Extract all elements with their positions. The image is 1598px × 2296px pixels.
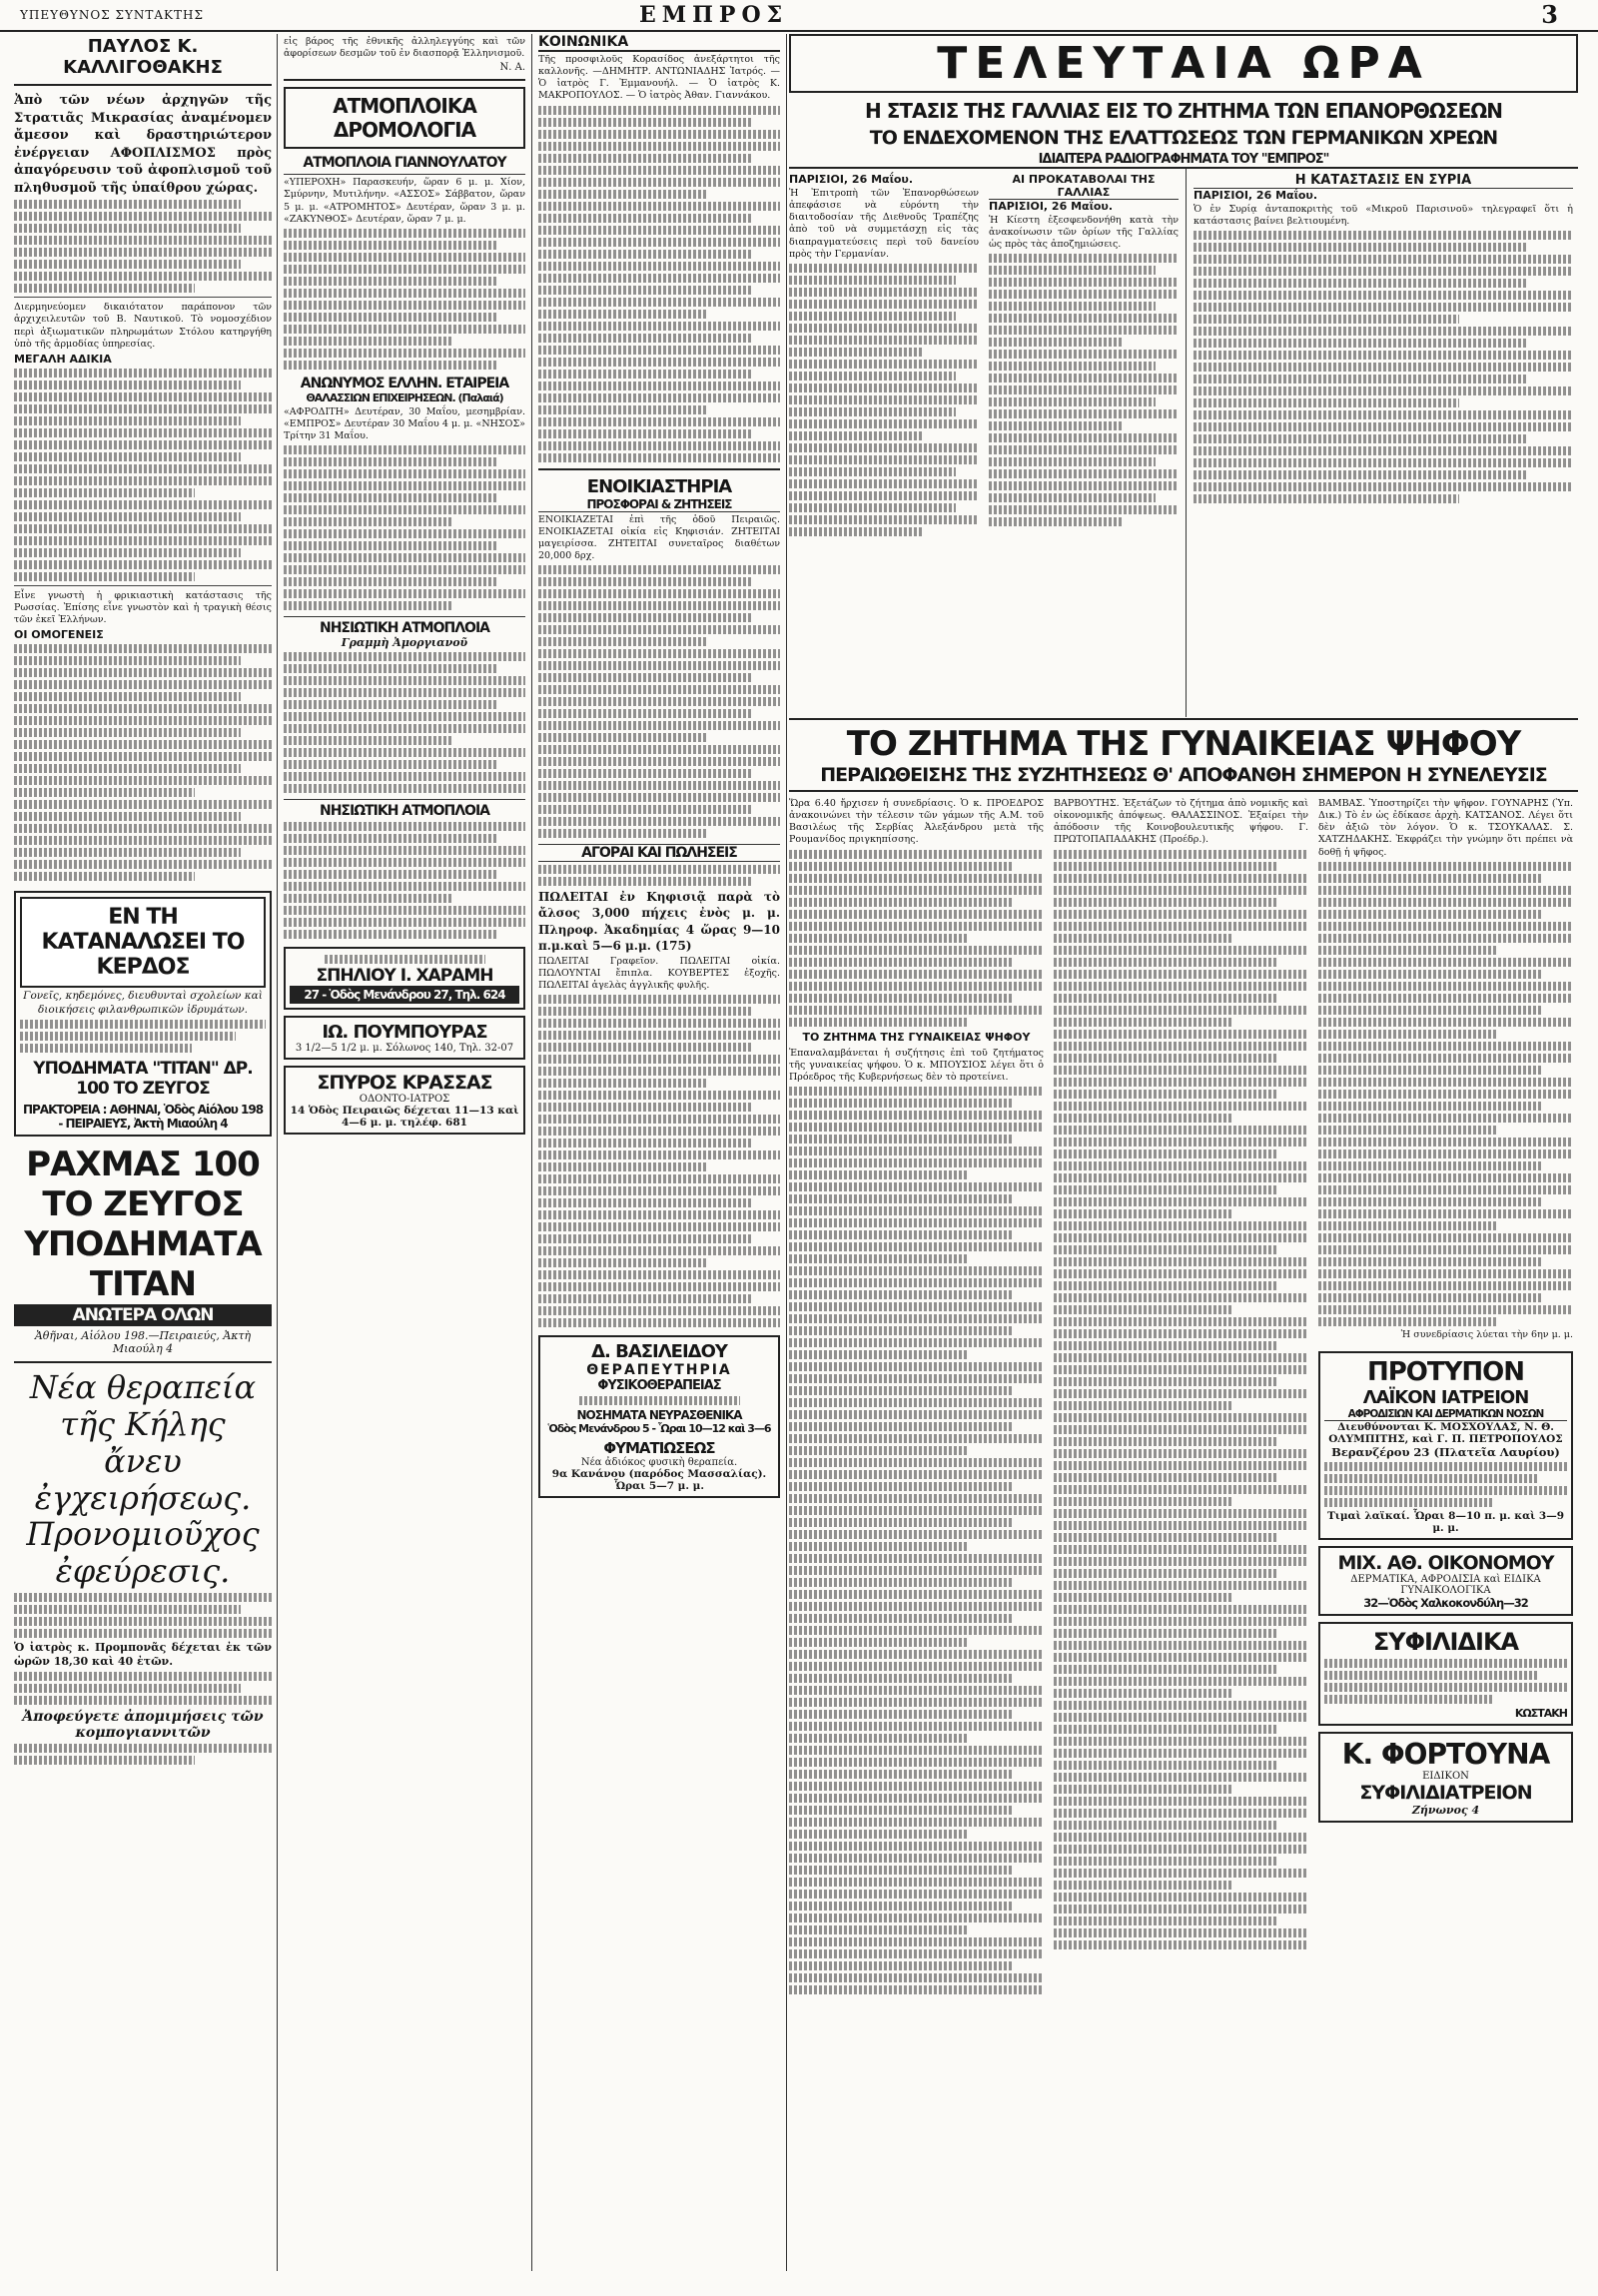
advert-agency: ΠΡΑΚΤΟΡΕΙΑ : ΑΘΗΝΑΙ, Ὁδὸς Αἰόλου 198 - ΠΕΙΡΑΙΕΥΣ, Ἀκτὴ Μιαούλη 4 <box>22 1103 264 1132</box>
shipping-company: ΑΤΜΟΠΛΟΙΑ ΓΙΑΝΝΟΥΛΑΤΟΥ <box>284 155 525 175</box>
shipping-company: ΑΝΩΝΥΜΟΣ ΕΛΛΗΝ. ΕΤΑΙΡΕΙΑ <box>300 375 509 391</box>
article-reparations <box>789 173 979 539</box>
advert-shoes: ΥΠΟΔΗΜΑΤΑ "TITAN" ΔΡ. 100 ΤΟ ΖΕΥΓΟΣ <box>33 1059 253 1100</box>
advert-doctors: Διευθύνονται Κ. ΜΟΣΧΟΥΛΑΣ, Ν. Θ. ΟΛΥΜΠΙΤΗΣ, καὶ Γ. Π. ΠΕΤΡΟΠΟΥΛΟΣ <box>1328 1420 1563 1445</box>
headline: ΙΔΙΑΙΤΕΡΑ ΡΑΔΙΟΓΡΑΦΗΜΑΤΑ ΤΟΥ "ΕΜΠΡΟΣ" <box>789 152 1578 169</box>
society-heading: ΚΟΙΝΩΝΙΚΑ <box>538 34 780 52</box>
classifieds-subheading: ΠΡΟΣΦΟΡΑΙ & ΖΗΤΗΣΕΙΣ <box>538 497 780 512</box>
advert-subtitle: ΟΔΟΝΤΟ-ΙΑΤΡΟΣ <box>359 1094 450 1106</box>
advert-subtitle: ΔΕΡΜΑΤΙΚΑ, ΑΦΡΟΔΙΣΙΑ καὶ ΕΙΔΙΚΑ ΓΥΝΑΙΚΟΛΟΓΙΚΑ <box>1350 1573 1541 1596</box>
doctor-advert <box>284 1016 525 1060</box>
article-dateline: ΠΑΡΙΣΙΟΙ, 26 Μαΐου. <box>989 200 1114 213</box>
subheadline-womens-vote: ΠΕΡΑΙΩΘΕΙΣΗΣ ΤΗΣ ΣΥΖΗΤΗΣΕΩΣ Θ' ΑΠΟΦΑΝΘΗ ΣΗΜΕΡΟΝ Η ΣΥΝΕΛΕΥΣΙΣ <box>789 764 1578 792</box>
editor-name: ΠΑΥΛΟΣ Κ. ΚΑΛΛΙΓΟΘΑΚΗΣ <box>63 36 223 78</box>
shipping-routes: «ΥΠΕΡΟΧΗ» Παρασκευήν, ὥραν 6 μ. μ. Χίον, Σμύρνην, Μυτιλήνην. «ΑΣΣΟΣ» Σάββατον, ὥραν 5 μ. μ. «ΑΤΡΟΜΗΤΟΣ» Δευτέραν, ὥραν 3 μ. μ. «ΖΑΚΥΝΘΟΣ» Δευτέραν, ὥραν 7 μ. μ. <box>284 177 525 225</box>
hernia-advert <box>14 1369 272 1765</box>
advert-subtitle: ΕΙΔΙΚΟΝ <box>1422 1770 1469 1782</box>
shipping-line: Γραμμὴ Ἀμοργιανοῦ <box>341 636 468 650</box>
advert-title: ΙΩ. ΠΟΥΜΠΟΥΡΑΣ <box>322 1022 487 1044</box>
advert-title: Δ. ΒΑΣΙΛΕΙΔΟΥ <box>591 1341 727 1363</box>
article-heading: ΟΙ ΟΜΟΓΕΝΕΙΣ <box>14 628 104 642</box>
article-heading: ΑΙ ΠΡΟΚΑΤΑΒΟΛΑΙ ΤΗΣ ΓΑΛΛΙΑΣ <box>989 173 1179 200</box>
advert-line: ΝΟΣΗΜΑΤΑ ΝΕΥΡΑΣΘΕΝΙΚΑ <box>576 1408 742 1423</box>
page-number: 3 <box>1541 0 1558 29</box>
advert-hours: 3 1/2—5 1/2 μ. μ. Σόλωνος 140, Τηλ. 32-07 <box>295 1043 514 1055</box>
titan-advert <box>14 891 272 1137</box>
titan-advert-2 <box>14 1145 272 1355</box>
optician-advert <box>284 947 525 1010</box>
parliament-column-2 <box>1054 796 1308 1952</box>
advert-subtitle: ΑΦΡΟΔΙΣΙΩΝ ΚΑΙ ΔΕΡΜΑΤΙΚΩΝ ΝΟΣΩΝ <box>1324 1408 1567 1421</box>
advert-line: ἄνευ ἐγχειρήσεως. <box>34 1441 252 1517</box>
society-text: Τῆς προσφιλοῦς Κορασίδος ἀνεξάρτητοι τῆς καλλονῆς. —ΔΗΜΗΤΡ. ΑΝΤΩΝΙΑΔΗΣ Ἰατρός. — Ὁ ἰατρὸς Γ. Ἐμμανουήλ. — Ὁ ἰατρὸς Κ. ΜΑΚΡΟΠΟΥΛΟΣ. — Ὁ ἰατρὸς Ἀθαν. Γιαννάκου. <box>538 54 780 102</box>
advert-signature: ΚΩΣΤΑΚΗ <box>1514 1706 1567 1720</box>
sales-text: ΠΩΛΕΙΤΑΙ ἐν Κηφισιᾷ παρὰ τὸ ἄλσος 3,000 πήχεις ἐνὸς μ. μ. Πληροφ. Ἀκαδημίας 4 ὥρας 9—10 π.μ.καὶ 5—6 μ.μ. (175) <box>538 890 780 953</box>
advert-subtitle: ΘΕΡΑΠΕΥΤΗΡΙΑ <box>586 1362 732 1379</box>
article-dateline: ΠΑΡΙΣΙΟΙ, 26 Μαΐου. <box>1194 189 1318 202</box>
shipping-heading: ΑΤΜΟΠΛΟΙΚΑ ΔΡΟΜΟΛΟΓΙΑ <box>284 87 525 149</box>
article-text: Διερμηνεύομεν δικαιότατον παράπονον τῶν ἀρχιχειλευτῶν τοῦ Β. Ναυτικοῦ. Τὸ νομοσχέδιον περὶ ἀξιωματικῶν πληρωμάτων Στόλου κατηργήθη ὑπὸ τῆς ἀρμοδίας ὑπηρεσίας. <box>14 302 272 350</box>
advert-title: Κ. ΦΟΡΤΟΥΝΑ <box>1341 1737 1550 1771</box>
shipping-company-sub: ΘΑΛΑΣΣΙΩΝ ΕΠΙΧΕΙΡΗΣΕΩΝ. (Παλαιά) <box>306 390 503 404</box>
advert-line: Νέα θεραπεία τῆς Κήλης <box>29 1368 257 1444</box>
sales-text: ΠΩΛΕΙΤΑΙ Γραφεῖον. ΠΩΛΕΙΤΑΙ οἰκία. ΠΩΛΟΥΝΤΑΙ ἔπιπλα. ΚΟΥΒΕΡΤΕΣ ἐξοχῆς. ΠΩΛΕΙΤΑΙ ἀγελὰς ἀγγλικῆς φυλῆς. <box>538 956 780 992</box>
advert-subtitle: Γονεῖς, κηδεμόνες, διευθυνταὶ σχολείων καὶ διοικήσεις φιλανθρωπικῶν ἱδρυμάτων. <box>23 990 263 1016</box>
advert-title: ΕΝ ΤΗ ΚΑΤΑΝΑΛΩΣΕΙ ΤΟ ΚΕΡΔΟΣ <box>20 897 266 988</box>
newspaper-name: ΕΜΠΡΟΣ <box>639 2 789 28</box>
column-2 <box>284 34 525 2281</box>
article-text: Ἐπαναλαμβάνεται ἡ συζήτησις ἐπὶ τοῦ ζητήματος τῆς γυναικείας ψήφου. Ὁ κ. ΜΠΟΥΣΙΟΣ λέγει ὅτι ὁ Πρόεδρος τῆς Κυβερνήσεως δὲν τὸ προτείνει. <box>789 1047 1044 1083</box>
headline-womens-vote: ΤΟ ΖΗΤΗΜΑ ΤΗΣ ΓΥΝΑΙΚΕΙΑΣ ΨΗΦΟΥ <box>789 718 1578 764</box>
article-end: Ἡ συνεδρίασις λύεται τὴν 6ην μ. μ. <box>1400 1328 1573 1340</box>
parliament-column-1 <box>789 796 1044 1997</box>
latest-news-banner: ΤΕΛΕΥΤΑΙΑ ΩΡΑ <box>789 34 1578 93</box>
advert-line: Ὁδὸς Μενάνδρου 5 - Ὧραι 10—12 καὶ 3—6 <box>547 1422 771 1436</box>
advert-address: Ζήνωνος 4 <box>1411 1803 1480 1817</box>
article-france-payments <box>989 173 1179 529</box>
article-syria <box>1194 173 1573 506</box>
article-text: Ὥρα 6.40 ἤρχισεν ἡ συνεδρίασις. Ὁ κ. ΠΡΟΕΔΡΟΣ ἀνακοινώνει τὴν τέλεσιν τῶν γάμων τῆς Α.Μ. τοῦ Βασιλέως τῆς Σερβίας Ἀλεξάνδρου μετὰ τῆς Ρουμανίδος πριγκηπίσσης. <box>789 798 1044 846</box>
advert-hours: 14 Ὁδὸς Πειραιῶς δέχεται 11—13 καὶ 4—6 μ. μ. τηλέφ. 681 <box>290 1105 519 1130</box>
article-subheading: ΤΟ ΖΗΤΗΜΑ ΤΗΣ ΓΥΝΑΙΚΕΙΑΣ ΨΗΦΟΥ <box>802 1030 1031 1044</box>
article-heading: ΜΕΓΑΛΗ ΑΔΙΚΙΑ <box>14 352 112 366</box>
advert-address: 32—Ὁδὸς Χαλκοκονδύλη—32 <box>1363 1595 1528 1610</box>
advert-title: ΜΙΧ. ΑΘ. ΟΙΚΟΝΟΜΟΥ <box>1337 1551 1554 1574</box>
advert-title: ΣΠΗΛΙΟΥ Ι. ΧΑΡΑΜΗ <box>316 966 493 987</box>
therapy-advert <box>538 1335 780 1498</box>
advert-title: ΠΡΟΤΥΠΟΝ <box>1366 1356 1525 1387</box>
column-rule <box>277 34 278 2271</box>
advert-address: Βερανζέρου 23 (Πλατεῖα Λαυρίου) <box>1331 1444 1560 1459</box>
advert-line: ΡΑΧΜΑΣ 100 ΤΟ ΖΕΥΓΟΣ <box>26 1145 260 1225</box>
advert-title: ΣΠΥΡΟΣ ΚΡΑΣΣΑΣ <box>317 1072 492 1095</box>
article-signature: Ν. Α. <box>499 62 525 74</box>
column-3 <box>538 34 780 2281</box>
article-text: Ὁ ἐν Συρίᾳ ἀνταποκριτὴς τοῦ «Μικροῦ Παρισινοῦ» τηλεγραφεῖ ὅτι ἡ κατάστασις βαίνει βελτιουμένη. <box>1194 204 1573 228</box>
shipping-routes: «ΑΦΡΟΔΙΤΗ» Δευτέραν, 30 Μαΐου, μεσημβρίαν. «ΕΜΠΡΟΣ» Δευτέραν 30 Μαΐου 4 μ. μ. «ΝΗΣΟΣ» Τρίτην 31 Μαΐου. <box>284 405 525 442</box>
shipping-company: ΝΗΣΙΩΤΙΚΗ ΑΤΜΟΠΛΟΙΑ <box>284 616 525 636</box>
advert-line: 9α Κανάνου (παρόδος Μασσαλίας). Ὧραι 5—7 μ. μ. <box>551 1468 767 1493</box>
dermatologist-advert <box>1318 1546 1573 1616</box>
advert-footer: Ἀποφεύγετε ἀπομιμήσεις τῶν κομπογιαννιτῶν <box>22 1709 264 1742</box>
headline: Η ΣΤΑΣΙΣ ΤΗΣ ΓΑΛΛΙΑΣ ΕΙΣ ΤΟ ΖΗΤΗΜΑ ΤΩΝ ΕΠΑΝΟΡΘΩΣΕΩΝ <box>865 99 1502 123</box>
classifieds-heading: ΕΝΟΙΚΙΑΣΤΗΡΙΑ <box>586 475 732 497</box>
advert-title: ΣΥΦΙΛΙΔΙΚΑ <box>1372 1627 1519 1656</box>
article-text: Εἶνε γνωστὴ ἡ φρικιαστικὴ κατάστασις τῆς Ρωσσίας. Ἐπίσης εἶνε γνωστὸν καὶ ἡ τραγικὴ θέσις τῶν ἐκεῖ Ἑλλήνων. <box>14 589 272 626</box>
advert-text: Ὁ ἰατρὸς κ. Προμπονᾶς δέχεται ἐκ τῶν ὡρῶν 18,30 καὶ 40 ἐτῶν. <box>14 1641 272 1669</box>
article-heading: Η ΚΑΤΑΣΤΑΣΙΣ ΕΝ ΣΥΡΙΑ <box>1194 173 1573 189</box>
classifieds-text: ΕΝΟΙΚΙΑΖΕΤΑΙ ἐπὶ τῆς ὁδοῦ Πειραιῶς. ΕΝΟΙΚΙΑΖΕΤΑΙ οἰκία εἰς Κηφισιάν. ΖΗΤΕΙΤΑΙ μαγειρίσσα. ΖΗΤΕΙΤΑΙ συνεταῖρος διαθέτων 20,000 δρχ. <box>538 513 780 562</box>
parliament-column-3 <box>1318 796 1573 1829</box>
shipping-company: ΝΗΣΙΩΤΙΚΗ ΑΤΜΟΠΛΟΙΑ <box>284 799 525 819</box>
column-rule <box>531 34 532 2271</box>
article-text: εἰς βάρος τῆς ἐθνικῆς ἀλληλεγγύης καὶ τῶν ἀφορίσεων δεσμῶν τοῦ ἐν διασπορᾷ Ἑλληνισμοῦ. <box>284 36 525 60</box>
editor-line: ΥΠΕΥΘΥΝΟΣ ΣΥΝΤΑΚΤΗΣ <box>20 8 204 22</box>
article-text: Ἡ Ἐπιτροπὴ τῶν Ἐπανορθώσεων ἀπεφάσισε νὰ εὑρόντη τὴν διαιτοδοσίαν τῆς Διεθνοῦς Τραπέζης ἀπὸ τοῦ νὰ συμμετάσχῃ εἰς τὰς διαπραγματεύσεις περὶ τοῦ δανείου πρὸς τὴν Γερμανίαν. <box>789 188 979 260</box>
advert-title: ΛΑΪΚΟΝ ΙΑΤΡΕΙΟΝ <box>1362 1386 1529 1408</box>
column-rule <box>786 34 787 2271</box>
advert-address: 27 - Ὁδὸς Μενάνδρου 27, Τηλ. 624 <box>290 986 519 1004</box>
fortouna-advert <box>1318 1732 1573 1823</box>
article-text: ΒΑΡΒΟΥΤΗΣ. Ἐξετάζων τὸ ζήτημα ἀπὸ νομικῆς καὶ οἰκονομικῆς ἀπόψεως. ΘΑΛΑΣΣΙΝΟΣ. Ἐξαίρει τὴν ἀπόδοσιν τῆς Κοινοβουλευτικῆς ψήφου. Γ. ΠΡΩΤΟΠΑΠΑΔΑΚΗΣ (Προέδρ.). <box>1054 798 1308 846</box>
advert-line: Προνομιοῦχος ἐφεύρεσις. <box>26 1515 260 1591</box>
dentist-advert <box>284 1066 525 1135</box>
masthead <box>0 0 1598 32</box>
article-text: Ἡ Κίεστη ἐξεσφενδονήθη κατὰ τὴν ἀνακοίνωσιν τῶν ὀρίων τῆς Γαλλίας ὡς πρὸς τὰς ἀποζημιώσεις. <box>989 215 1179 251</box>
advert-line: ΥΠΟΔΗΜΑΤΑ TITAN <box>24 1224 262 1305</box>
advert-title: ΣΥΦΙΛΙΔΙΑΤΡΕΙΟΝ <box>1359 1781 1532 1804</box>
headline: ΤΟ ΕΝΔΕΧΟΜΕΝΟΝ ΤΗΣ ΕΛΑΤΤΩΣΕΩΣ ΤΩΝ ΓΕΡΜΑΝΙΚΩΝ ΧΡΕΩΝ <box>869 127 1498 149</box>
column-1 <box>14 34 272 2281</box>
latest-news-section <box>789 34 1578 2210</box>
sales-heading: ΑΓΟΡΑΙ ΚΑΙ ΠΩΛΗΣΕΙΣ <box>538 844 780 862</box>
syphilis-advert <box>1318 1622 1573 1726</box>
advert-address: Ἀθῆναι, Αἰόλου 198.—Πειραιεύς, Ἀκτὴ Μιαούλη 4 <box>34 1329 252 1356</box>
advert-line: ΦΥΣΙΚΟΘΕΡΑΠΕΙΑΣ <box>597 1378 721 1394</box>
advert-line: ΑΝΩΤΕΡΑ ΟΛΩΝ <box>14 1304 272 1326</box>
advert-line: ΦΥΜΑΤΙΩΣΕΩΣ <box>603 1439 715 1458</box>
advert-hours: Τιμαὶ λαϊκαί. Ὧραι 8—10 π. μ. καὶ 3—9 μ. μ. <box>1326 1509 1565 1534</box>
clinic-advert <box>1318 1351 1573 1540</box>
article-text: ΒΑΜΒΑΣ. Ὑποστηρίζει τὴν ψῆφον. ΓΟΥΝΑΡΗΣ (Ὑπ. Δικ.) Τὸ ἐν ὡς ἐδίκασε ἀρχὴ. ΚΑΤΣΑΝΟΣ. Λέγει ὅτι δὲν ἀξιῶ τὸν λόγον. Ὁ κ. ΤΣΟΥΚΑΛΑΣ. Σ. ΧΑΤΖΗΔΑΚΗΣ. Ἐκφράζει τὴν γνώμην ὅτι πρέπει νὰ δοθῇ ἡ ψῆφος. <box>1318 798 1573 858</box>
article-dateline: ΠΑΡΙΣΙΟΙ, 26 Μαΐου. <box>789 173 914 186</box>
lead-article: Ἀπὸ τῶν νέων ἀρχηγῶν τῆς Στρατιᾶς Μικρασίας ἀναμένομεν ἄμεσον καὶ δραστηριώτερον ἐνέργειαν ΑΦΟΠΛΙΣΜΟΣ πρὸς ἀπαγόρευσιν τοῦ ἀφοπλισμοῦ τοῦ πληθυσμοῦ τῆς ὑπαίθρου χώρας. <box>14 93 272 196</box>
advert-line: Νέα ἀδιόκος φυσικὴ θεραπεία. <box>580 1457 738 1469</box>
